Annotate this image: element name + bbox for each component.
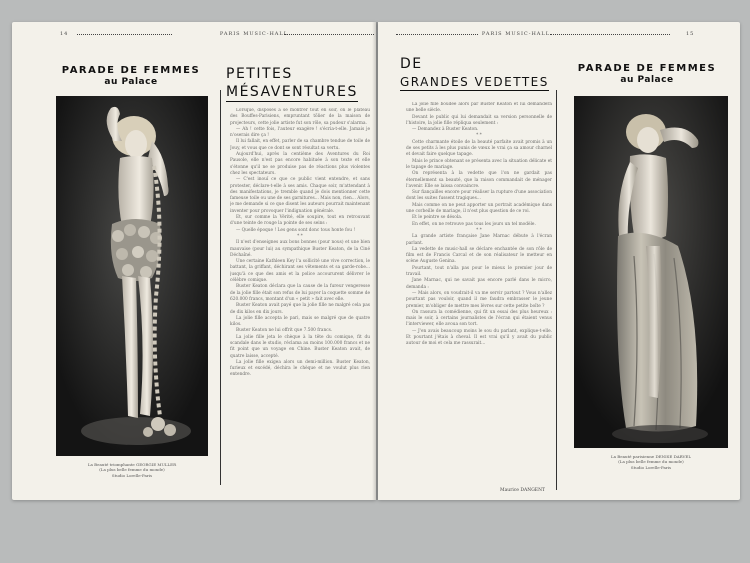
left-paragraph: La jolie fille exigea alors un demi-million. Buster Keaton, furieux et excédé, déchira le chèque et ne voulut plus rien entendre. xyxy=(230,359,370,378)
right-banner-subtitle: au Palace xyxy=(620,75,674,85)
right-paragraph: La grande artiste française Jane Marnac débute à l'écran parlant. xyxy=(406,234,552,246)
right-running-head xyxy=(388,31,730,41)
right-paragraph: Pourtant, tout n'alla pas pour le mieux le premier jour de travail. xyxy=(406,265,552,278)
right-caption-line-3: Studio Lorelle-Paris xyxy=(630,464,672,470)
right-paragraph: Et le peintre se désola. xyxy=(412,215,463,221)
left-caption-line-2: (La plus belle femme du monde) xyxy=(99,467,165,473)
left-caption-line-1: La Beauté triomphante GEORGIE MULLER xyxy=(87,462,177,467)
right-caption-line-2: (La plus belle femme du monde) xyxy=(618,459,684,465)
left-paragraph: Buster Keaton ne lui offrit que 7.500 francs. xyxy=(236,328,333,334)
right-page xyxy=(378,22,740,500)
right-paragraph: La jolie fille boudée alors par Buster Keaton et lui demandera une belle siècle. xyxy=(406,102,552,114)
left-page-number: 14 xyxy=(60,31,69,37)
left-portrait-photo xyxy=(56,96,208,456)
left-paragraph: — Ah ! cette fois, l'auteur exagère ! s'écria-t-elle. Jamais je n'oserais dire ça ! xyxy=(230,126,370,139)
right-paragraph: On représenta à la vedette que l'on ne gardait pas éternellement sa beauté, que la raison commandait de ménager l'avenir. Elle se laissa convaincre. xyxy=(406,171,552,189)
left-headline-line-1: PETITES xyxy=(226,66,293,82)
left-paragraph: Aujourd'hui, après la centième des Aventures du Roi Pausole, elle n'est pas encore habituée à son texte et elle s'étonne qu'il ne se produise pas de réactions plus violentes chez les spectateurs. xyxy=(230,152,370,176)
left-paragraph: — Quelle époque ! Les gens sont donc tous honte fou ! xyxy=(236,227,356,233)
left-photo-caption xyxy=(56,462,208,478)
left-paragraph: Buster Keaton avait payé que la jolie fille ne malgré cela pas de dix kilos en dix jours. xyxy=(230,303,370,315)
left-running-head xyxy=(22,31,366,41)
right-portrait-photo xyxy=(574,96,728,448)
right-photo-caption xyxy=(574,454,728,470)
right-portrait-illustration xyxy=(574,96,728,448)
left-dotted-rule-1 xyxy=(77,34,172,35)
right-section-separator: * * xyxy=(476,227,482,233)
left-column-rule xyxy=(220,90,221,485)
right-caption-line-1: La Beauté parisienne DENISE DARVEL xyxy=(610,454,692,459)
right-paragraph: La vedette de music-hall se déclare enchantée de son rôle de film est de Francis Carcal et de son réalisateur le metteur en scène Auguste Genina. xyxy=(406,246,552,265)
right-banner-title: PARADE DE FEMMES xyxy=(577,63,717,74)
right-headline xyxy=(400,56,560,91)
right-paragraph: En effet, on ne retrouve pas tous les jours un tel modèle. xyxy=(412,221,536,227)
right-paragraph: — Demandez à Buster Keaton. xyxy=(412,127,479,133)
right-column-rule xyxy=(556,90,557,490)
left-paragraph: Il n'est d'enseignes aux bons bonnes (pour nous) et une bien mauvaise (pour lui) au sympathique Buster Keaton, de la Ciné Déchaîné. xyxy=(230,240,370,258)
right-paragraph: Cette charmante étoile de la beauté parfaite avait promis à un de ses petits à les plus punis de vœux le vrai ça sa amour charnel et devait faire quelque tapage. xyxy=(406,139,552,158)
right-paragraph: — J'en avais beaucoup moins le sou du parlant, explique-t-elle. Et pourtant j'étais à cheval. Il est vrai qu'il y avait du public autour de moi et cela me rassurait... xyxy=(406,328,552,347)
left-headline xyxy=(226,66,371,102)
left-section-separator: * * xyxy=(297,233,303,239)
right-paragraph: Mais comme on ne peut apporter un portrait académique dans une corbeille de mariage, il n'est plus question de ce roi. xyxy=(406,202,552,215)
right-paragraph: Jane Marnac, qui ne savait pas encore parlé dans le micro, demanda : xyxy=(406,278,552,290)
magazine-spread xyxy=(12,22,740,500)
left-paragraph: — C'est inouï ce que ce public vient entendre, et sans protester, déclare-t-elle à ses amis. Chaque soir, m'attendant à des manifestations, je tremble quand je dois mentionner cette fameuse toile ou une de ses garnitures... Mais non, rien... Alors, je me demande si ce que disent les auteurs pourrait maintenant inventer pour provoquer l'indignation générale. xyxy=(230,177,370,214)
left-portrait-illustration xyxy=(56,96,208,456)
right-paragraph: — Mais alors, on voudrait-il va me servir partout ? Vous n'allez pourtant pas vouloir, quand il me faudra embrasser le jeune premier, m'obliger de mettre mes lèvres sur cette petite boîte ? xyxy=(406,290,552,309)
left-banner-subtitle: au Palace xyxy=(104,77,158,87)
left-paragraph: Buster Keaton déclara que la cause de la fureur vengeresse de la jolie fille était son refus de lui payer la coquette somme de 620.000 francs, montant d'un « petit » fait avec elle. xyxy=(230,284,370,302)
right-headline-line-1: DE xyxy=(400,56,423,72)
right-headline-line-2: GRANDES VEDETTES xyxy=(400,74,549,89)
right-running-title: PARIS MUSIC-HALL xyxy=(481,31,551,37)
left-dotted-rule-2 xyxy=(284,34,374,35)
right-dotted-rule-1 xyxy=(396,34,478,35)
left-article-body xyxy=(230,108,370,488)
right-banner xyxy=(562,62,732,87)
left-paragraph: Lorsque, disposés à se montrer tout en soir, on le plateau des Bouffes-Parisiens, empruntant tôlier de la maison de projecteurs, cette jolie artiste fut son rôle, sa pudeur s'alarma. xyxy=(230,108,370,126)
left-page xyxy=(12,22,376,500)
right-paragraph: Mais le prince obtenant se présenta avec la situation délicate et le tapage de mariage. xyxy=(406,158,552,170)
right-article-body xyxy=(406,102,552,486)
left-banner-title: PARADE DE FEMMES xyxy=(61,65,201,76)
left-caption-line-3: Studio Lorelle-Paris xyxy=(111,472,153,478)
right-dotted-rule-2 xyxy=(550,34,670,35)
right-paragraph: On rassura la comédienne, qui fit un essai des plus heureux : mais le soir, à certains journalistes de l'écran qui étaient venus l'interviewer, elle avoua son tort. xyxy=(406,309,552,328)
left-paragraph: Et, sur comme la Vérité, elle soupire, tout en retrouvant d'une teinte de rouge la pointe de ses seins : xyxy=(230,215,370,227)
right-page-number: 15 xyxy=(686,31,695,37)
left-running-title: PARIS MUSIC-HALL xyxy=(219,31,289,37)
left-paragraph: Une certaine Kathleen Key l'a sollicité une vive correction, le battant, la griffant, déchirant ses vêtements et sa garde-robe... jusqu'à ce que des amis et la police accoururent délivrer le célèbre comique. xyxy=(230,259,370,284)
left-paragraph: La jolie fille jeta le chèque à la tête du comique, fit du scandale dans le studio, réclama au moins 100.000 francs et ne fit point que un voyage en Chine. Buster Keaton avait, de quatre laisse, accepté. xyxy=(230,334,370,359)
left-paragraph: Il lui fallait, en effet, parler de sa chambre tendue de toile de Jouy, et vous que ce dont se sont résultat sa vertu. xyxy=(230,139,370,151)
left-paragraph: La jolie fille accepta le pari, mais se malgré que de quatre kilos. xyxy=(230,315,370,328)
right-paragraph: Sur fiançailles encore pour réaliser la rupture d'une association dont les suites fussent tragiques... xyxy=(406,190,552,202)
article-signature: Maurice DANGENT xyxy=(500,488,546,493)
right-paragraph: Devant le public qui lui demandait sa version personnelle de l'histoire, la jolie fille répliqua seulement : xyxy=(406,114,552,126)
right-section-separator: * * xyxy=(476,133,482,139)
left-headline-line-2: MÉSAVENTURES xyxy=(226,84,358,103)
left-banner xyxy=(46,64,216,89)
